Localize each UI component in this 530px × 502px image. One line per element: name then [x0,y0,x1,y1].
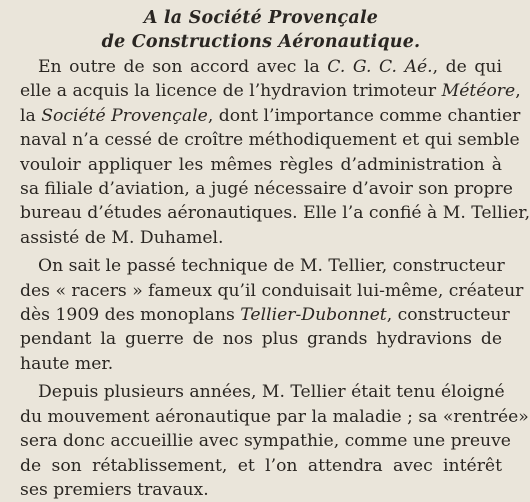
italic-run: Tellier-Dubonnet [240,305,387,326]
text-line [20,478,502,502]
text-line [20,201,530,225]
paragraph [20,380,529,502]
text-line [20,327,502,351]
text-run: , de qui [432,57,502,77]
text-run: , dont l’importance comme chantier [207,105,521,126]
text-run: elle a acquis la licence de l’hydravion trimoteur [20,81,442,102]
text-line [20,405,529,429]
italic-run: Société Provençale [41,105,208,126]
text-run: du mouvement aéronautique par la maladie ; sa «rentrée» [20,406,529,427]
paragraph [20,55,530,250]
text-run: de son rétablissement, et l’on attendra avec intérêt [20,455,502,476]
text-line [20,177,513,201]
text-line [20,352,502,376]
text-line [20,454,502,478]
text-line [20,128,520,152]
text-run: haute mer. [20,353,114,374]
text-run: naval n’a cessé de croître méthodiquement et qui semble [20,130,520,151]
text-line [20,380,505,404]
text-run: assisté de M. Duhamel. [20,227,224,248]
text-run: En outre de son accord avec la [38,57,328,77]
text-line [20,254,505,278]
paragraph [20,254,524,376]
text-run: Depuis plusieurs années, M. Tellier était tenu éloigné [38,382,505,403]
text-run: ses premiers travaux. [20,479,209,500]
text-line [20,153,502,177]
text-run: On sait le passé technique de M. Tellier, constructeur [38,256,505,277]
text-run: la [20,105,42,126]
italic-run: Météore [441,81,516,102]
italic-run: C. G. C. Aé. [327,57,433,77]
heading-line-1: A la Société Provençale [143,8,379,28]
article-body [20,55,530,502]
text-line [20,226,502,250]
text-run: bureau d’études aéronautiques. Elle l’a confié à M. Tellier, [20,203,530,224]
text-run: pendant la guerre de nos plus grands hydravions de [20,329,502,350]
text-run: sa filiale d’aviation, a jugé nécessaire d’avoir son propre [20,179,513,200]
text-line [20,79,521,103]
text-line [20,104,521,128]
text-run: sera donc accueillie avec sympathie, comme une preuve [20,431,511,452]
text-line [20,55,502,79]
text-run: dès 1909 des monoplans [20,305,241,326]
text-run: des « racers » fameux qu’il conduisait lui-même, créateur [20,280,524,301]
text-run: vouloir appliquer les mêmes règles d’administration à [20,154,502,175]
text-run: , constructeur [386,305,510,326]
text-line [20,429,511,453]
text-line [20,303,510,327]
text-line [20,279,524,303]
heading-line-2: de Constructions Aéronautique. [101,32,421,52]
article-heading [20,6,502,54]
text-run: , [515,81,521,102]
